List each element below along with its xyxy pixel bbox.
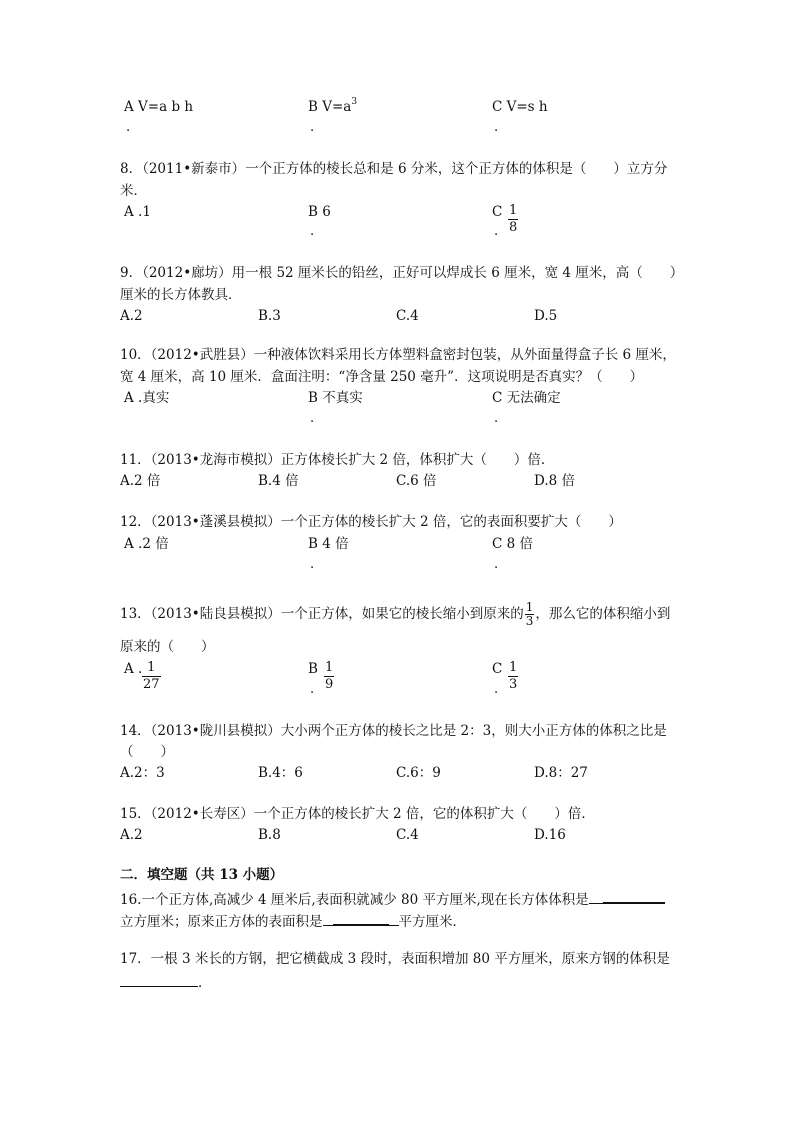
q10-option-c: C 无法确定	[492, 390, 561, 406]
q12-stem: 12．（2013•蓬溪县模拟）一个正方体的棱长扩大 2 倍，它的表面积要扩大（ ）	[120, 514, 622, 530]
q16-answer-blank-1[interactable]	[603, 888, 665, 904]
q17-line2: ．	[120, 972, 212, 992]
q8-option-b: B 6	[308, 204, 331, 220]
q11-stem: 11．（2013•龙海市模拟）正方体棱长扩大 2 倍，体积扩大（ ）倍．	[120, 452, 555, 468]
q13-option-b-numerator: 1	[325, 660, 334, 675]
q10-option-b-dot: .	[310, 411, 315, 426]
q17-answer-blank[interactable]	[120, 972, 198, 987]
q12-option-b: B 4 倍	[308, 536, 349, 552]
q7-option-b-exponent: 3	[351, 97, 358, 107]
q14-option-d: D.8：27	[534, 765, 588, 781]
q13-option-b-label: B	[308, 661, 318, 677]
q8-option-c-denominator: 8	[509, 220, 518, 235]
q13-option-a-numerator: 1	[142, 660, 161, 677]
q16-line2: 立方厘米；原来正方体的表面积是 平方厘米．	[120, 910, 466, 931]
q7-option-b-dot: .	[310, 120, 315, 135]
q14-stem-line1: 14．（2013•陇川县模拟）大小两个正方体的棱长之比是 2：3，则大小正方体的体积之比是	[120, 723, 667, 739]
q11-option-a: A.2 倍	[120, 473, 161, 489]
q13-option-a-fraction	[142, 660, 161, 693]
q9-option-a: A.2	[120, 308, 143, 324]
q15-option-d: D.16	[534, 827, 566, 843]
q8-option-b-dot: .	[310, 224, 315, 239]
q15-option-a: A.2	[120, 827, 143, 843]
q9-stem-line1: 9．（2012•廊坊）用一根 52 厘米长的铅丝，正好可以焊成长 6 厘米，宽 4 厘米，高（ ）	[120, 265, 684, 281]
q16-answer-blank-1-lead	[589, 889, 603, 904]
q11-option-c: C.6 倍	[396, 473, 437, 489]
q11-option-b: B.4 倍	[258, 473, 299, 489]
q9-option-d: D.5	[534, 308, 558, 324]
q13-option-c-fraction	[508, 660, 518, 693]
q10-stem-line1: 10．（2012•武胜县）一种液体饮料采用长方体塑料盒密封包装，从外面量得盒子长 6 厘米，	[120, 347, 676, 363]
q8-option-c-numerator: 1	[509, 203, 518, 218]
q9-option-c: C.4	[396, 308, 419, 324]
q14-option-c: C.6：9	[396, 765, 441, 781]
q16-answer-blank-2-tail	[389, 911, 399, 926]
q12-option-a: A .2 倍	[124, 536, 169, 552]
q10-stem-line2: 宽 4 厘米，高 10 厘米．盒面注明：“净含量 250 毫升”．这项说明是否真实？（ ）	[120, 369, 644, 385]
q7-option-a-dot: .	[126, 120, 131, 135]
q15-option-c: C.4	[396, 827, 419, 843]
q8-stem-line2: 米．	[120, 183, 147, 199]
q7-option-c: C V=s h	[492, 99, 548, 115]
section-title-fill-in: 二．填空题（共 13 小题）	[120, 867, 284, 883]
q13-option-c-dot: .	[494, 682, 499, 697]
q13-option-c-numerator: 1	[509, 660, 518, 675]
q12-option-c: C 8 倍	[492, 536, 534, 552]
q15-option-b: B.8	[258, 827, 281, 843]
q13-stem-line1: 13．（2013•陆良县模拟）一个正方体，如果它的棱长缩小到原来的 $\frac{1}{3}$ ，那么它的体积缩小到	[120, 600, 671, 628]
q13-option-c-label: C	[492, 661, 503, 677]
q10-option-c-dot: .	[494, 411, 499, 426]
q7-option-b: B $V=a^3$	[308, 97, 358, 115]
q16-answer-blank-2-lead	[323, 911, 333, 926]
q7-option-c-dot: .	[494, 120, 499, 135]
q16-answer-blank-2[interactable]	[333, 910, 389, 926]
q13-option-c-denominator: 3	[509, 677, 518, 692]
q8-option-c-fraction	[508, 203, 518, 236]
q14-option-a: A.2：3	[120, 765, 165, 781]
q13-option-a-label: A .	[124, 661, 143, 677]
q8-option-a: A .1	[124, 204, 151, 220]
q10-option-a: A .真实	[124, 390, 170, 406]
q8-option-c-dot: .	[494, 224, 499, 239]
q11-option-d: D.8 倍	[534, 473, 576, 489]
q12-option-b-dot: .	[310, 557, 315, 572]
q12-option-c-dot: .	[494, 557, 499, 572]
q14-stem-line2: （ ）	[120, 744, 174, 760]
q16-line1: 16.一个正方体,高减少 4 厘米后,表面积就减少 80 平方厘米,现在长方体体积是	[120, 888, 665, 909]
q9-stem-line2: 厘米的长方体教具．	[120, 287, 242, 303]
q14-option-b: B.4：6	[258, 765, 303, 781]
q10-option-b: B 不真实	[308, 390, 363, 406]
q13-option-b-dot: .	[310, 682, 315, 697]
q13-stem-line2: 原来的（ ）	[120, 639, 215, 655]
q13-option-b-denominator: 9	[325, 677, 334, 692]
q15-stem: 15．（2012•长寿区）一个正方体的棱长扩大 2 倍，它的体积扩大（ ）倍．	[120, 806, 595, 822]
q13-stem-fraction: $\frac{1}{3}$	[525, 600, 534, 628]
q8-option-c-label: C	[492, 204, 503, 220]
q17-line1: 17．一根 3 米长的方钢，把它横截成 3 段时，表面积增加 80 平方厘米，原来方钢的体积是	[120, 951, 670, 967]
q13-option-b-fraction	[324, 660, 334, 693]
q7-option-a: A V=a b h	[124, 99, 194, 115]
q9-option-b: B.3	[258, 308, 281, 324]
q13-option-a-denominator: 27	[143, 677, 160, 692]
q8-stem-line1: 8．（2011•新泰市）一个正方体的棱长总和是 6 分米，这个正方体的体积是（ ）立方分	[120, 161, 668, 177]
